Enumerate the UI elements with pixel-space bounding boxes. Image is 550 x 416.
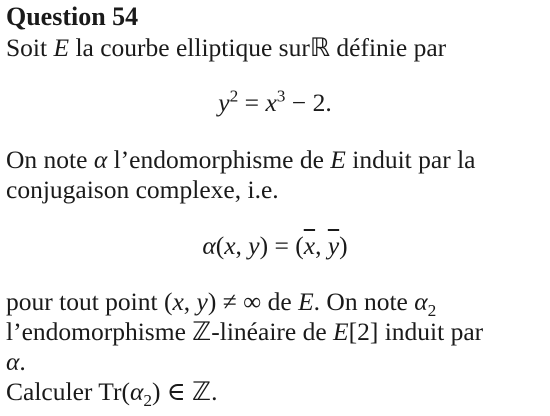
equation-curve: $y^2 = x^3 - 2$.: [218, 86, 332, 117]
text-line-7: Calculer $Tr(\alpha_2)$ ∈ ℤ.: [6, 377, 218, 411]
text-line-5: l’endomorphisme ℤ-linéaire de E[2] induit par: [6, 317, 484, 347]
equation-alpha: α(x, $y) = (\overline{x}$, $\overline{y}$): [202, 231, 348, 260]
text-line-2: On note α l’endomorphisme de E induit par la: [6, 145, 476, 174]
text-line-4: pour tout point (x, y) ≠ ∞ de E. On note $\alpha_2$: [6, 287, 437, 321]
question-title: Question 54: [6, 2, 139, 31]
text-line-1: Soit E la courbe elliptique surℝ définie par: [6, 33, 447, 63]
text-line-3: conjugaison complexe, i.e.: [6, 175, 279, 204]
text-line-6: α.: [6, 347, 26, 376]
